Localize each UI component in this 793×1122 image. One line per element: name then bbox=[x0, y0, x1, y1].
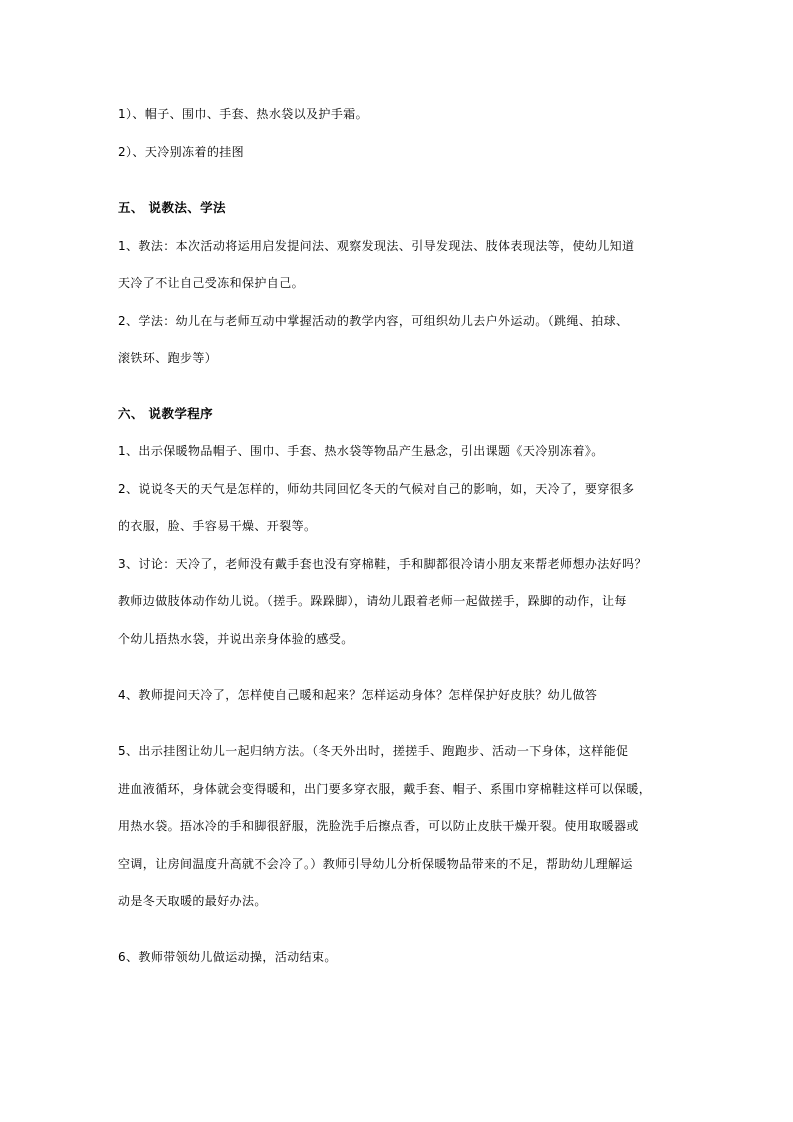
materials-item-2: 2）、天冷别冻着的挂图 bbox=[118, 145, 245, 159]
section-heading-methods: 五、 说教法、学法 bbox=[118, 200, 226, 215]
paragraph-line: 3、讨论：天冷了，老师没有戴手套也没有穿棉鞋，手和脚都很冷请小朋友来帮老师想办法好吗？ bbox=[118, 557, 647, 571]
paragraph-line: 教师边做肢体动作幼儿说。（搓手。跺跺脚），请幼儿跟着老师一起做搓手，跺脚的动作，让每 bbox=[118, 594, 627, 608]
paragraph-line: 进血液循环，身体就会变得暖和，出门要多穿衣服，戴手套、帽子、系围巾穿棉鞋这样可以保暖， bbox=[118, 782, 652, 796]
paragraph-line: 4、教师提问天冷了，怎样使自己暖和起来？怎样运动身体？怎样保护好皮肤？幼儿做答 bbox=[118, 688, 598, 702]
paragraph-line: 用热水袋。捂冰冷的手和脚很舒服，洗脸洗手后擦点香，可以防止皮肤干燥开裂。使用取暖器或 bbox=[118, 819, 639, 833]
paragraph-line: 2、学法：幼儿在与老师互动中掌握活动的教学内容，可组织幼儿去户外运动。（跳绳、拍球、 bbox=[118, 314, 629, 328]
paragraph-line: 1、教法：本次活动将运用启发提问法、观察发现法、引导发现法、肢体表现法等，使幼儿知道 bbox=[118, 239, 635, 253]
paragraph-line: 5、出示挂图让幼儿一起归纳方法。（冬天外出时，搓搓手、跑跑步、活动一下身体，这样能促 bbox=[118, 744, 629, 758]
paragraph-line: 滚铁环、跑步等） bbox=[118, 351, 218, 365]
paragraph-line: 6、教师带领幼儿做运动操，活动结束。 bbox=[118, 950, 337, 964]
paragraph-line: 空调，让房间温度升高就不会冷了。）教师引导幼儿分析保暖物品带来的不足，帮助幼儿理解运 bbox=[118, 857, 633, 871]
paragraph-line: 1、出示保暖物品帽子、围巾、手套、热水袋等物品产生悬念，引出课题《天冷别冻着》。 bbox=[118, 444, 604, 458]
paragraph-line: 天冷了不让自己受冻和保护自己。 bbox=[118, 276, 305, 290]
paragraph-line: 2、说说冬天的天气是怎样的，师幼共同回忆冬天的气候对自己的影响，如，天冷了，要穿很多 bbox=[118, 482, 635, 496]
materials-item-1: 1）、帽子、围巾、手套、热水袋以及护手霜。 bbox=[118, 107, 369, 121]
paragraph-line: 动是冬天取暖的最好办法。 bbox=[118, 894, 267, 908]
paragraph-line: 的衣服，脸、手容易干燥、开裂等。 bbox=[118, 519, 317, 533]
paragraph-line: 个幼儿捂热水袋，并说出亲身体验的感受。 bbox=[118, 632, 354, 646]
section-heading-procedure: 六、 说教学程序 bbox=[118, 406, 214, 421]
